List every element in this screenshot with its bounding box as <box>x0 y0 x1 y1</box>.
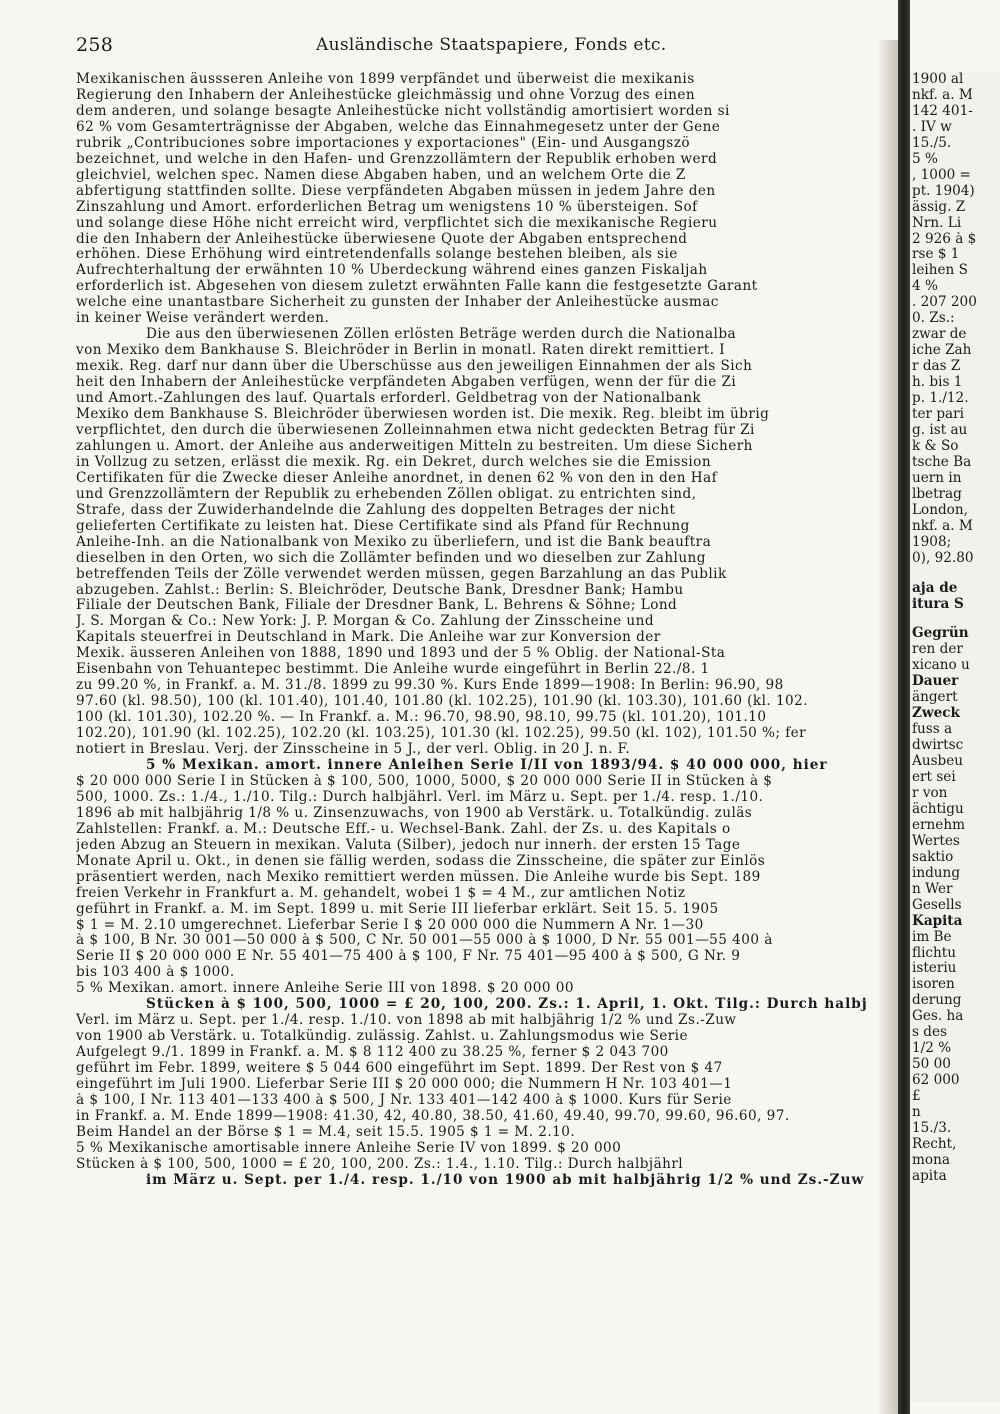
text-line: 102.20), 101.90 (kl. 102.25), 102.20 (kl. 103.25), 101.30 (kl. 102.25), 99.50 (kl. 102), 101.50 %; fer <box>76 726 807 742</box>
text-line: Filiale der Deutschen Bank, Filiale der Dresdner Bank, L. Behrens & Söhne; Lond <box>76 598 678 614</box>
text-line: $ 1 = M. 2.10 umgerechnet. Lieferbar Serie I $ 20 000 000 die Nummern A Nr. 1—30 <box>76 917 704 933</box>
text-line: $ 20 000 000 Serie I in Stücken à $ 100, 500, 1000, 5000, $ 20 000 000 Serie II in Stücken à $ <box>76 773 773 789</box>
side-text-line: 62 000 <box>912 1073 960 1089</box>
text-line: Anleihe-Inh. an die Nationalbank von Mexiko zu überliefern, und ist die Bank beauftra <box>76 534 712 550</box>
side-text-line: zwar de <box>912 327 967 343</box>
text-line: à $ 100, I Nr. 113 401—133 400 à $ 500, J Nr. 133 401—142 400 à $ 1000. Kurs für Serie <box>76 1093 732 1108</box>
side-text-line: 15./5. <box>912 135 952 151</box>
side-text-line: pt. 1904) <box>912 183 975 199</box>
side-text-line: s des <box>912 1025 948 1041</box>
side-text-line: flichtu <box>912 945 957 961</box>
side-text-line: r von <box>912 785 948 801</box>
side-text-line: . IV w <box>912 119 952 135</box>
text-line: Certifikaten für die Zwecke dieser Anleihe anordnet, in denen 62 % von den in den Haf <box>76 470 718 486</box>
text-line: Beim Handel an der Börse $ 1 = M.4, seit 15.5. 1905 $ 1 = M. 2.10. <box>76 1124 576 1140</box>
side-text-line: Ges. ha <box>912 1009 964 1025</box>
text-line: Aufgelegt 9./1. 1899 in Frankf. a. M. $ 8 112 400 zu 38.25 %, ferner $ 2 043 700 <box>76 1045 669 1061</box>
text-line: von Mexiko dem Bankhause S. Bleichröder in Berlin in monatl. Raten direkt remittiert. I <box>76 343 726 359</box>
text-line: Verl. im März u. Sept. per 1./4. resp. 1./10. von 1898 ab mit halbjährig 1/2 % und Zs.-Zuw <box>76 1013 737 1029</box>
side-text-line: apita <box>912 1168 947 1184</box>
side-text-line: n <box>912 1105 921 1121</box>
page-number: 258 <box>76 34 114 56</box>
text-line: freien Verkehr in Frankfurt a. M. gehandelt, wobei 1 $ = 4 M., zur amtlichen Notiz <box>76 885 686 901</box>
text-line: Monate April u. Okt., in denen sie fällig werden, sodass die Zinsscheine, die später zur Einlös <box>76 853 766 869</box>
text-line: abfertigung stattfinden sollte. Diese verpfändeten Abgaben müssen in jedem Jahre den <box>76 183 716 199</box>
side-text-line: iche Zah <box>912 343 972 359</box>
text-line: Zinszahlung und Amort. erforderlichen Betrag um wenigstens 10 % übersteigen. Sof <box>76 199 698 215</box>
text-line: Mexiko dem Bankhause S. Bleichröder überwiesen worden ist. Die mexik. Reg. bleibt im übrig <box>76 407 770 423</box>
side-text-line: Gesells <box>912 897 962 913</box>
side-text-line: isteriu <box>912 961 957 977</box>
side-text-line: ter pari <box>912 407 964 423</box>
text-line: heit den Inhabern der Anleihestücke verpfändeten Abgaben verfügen, wenn der für die Zi <box>76 375 737 391</box>
text-line: zu 99.20 %, in Frankf. a. M. 31./8. 1899 zu 99.30 %. Kurs Ende 1899—1908: In Berlin: 96.90, 98 <box>76 678 784 694</box>
side-text-line: itura S <box>912 596 964 612</box>
text-line: von 1900 ab Verstärk. u. Totalkündig. zulässig. Zahlst. u. Zahlungsmodus wie Serie <box>76 1029 688 1045</box>
side-text-line: ächtigu <box>912 801 964 817</box>
side-text-line: saktio <box>912 849 954 865</box>
section-heading-line: Stücken à $ 100, 500, 1000 = £ 20, 100, 200. Zs.: 1. April, 1. Okt. Tilg.: Durch halbj <box>146 997 868 1013</box>
text-line: 97.60 (kl. 98.50), 100 (kl. 101.40), 101.40, 101.80 (kl. 102.25), 101.90 (kl. 103.30), 101.60 (kl. 102. <box>76 694 809 710</box>
text-line: und Grenzzollämtern der Republik zu erhebenden Zöllen obligat. zu entrichten sind, <box>76 486 697 502</box>
side-text-line: 1/2 % <box>912 1041 952 1057</box>
text-line: bis 103 400 à $ 1000. <box>76 965 235 981</box>
side-text-line: 142 401- <box>912 103 973 119</box>
text-line: Mexik. äusseren Anleihen von 1888, 1890 und 1893 und der 5 % Oblig. der National-Sta <box>76 646 726 662</box>
side-text-line: uern in <box>912 470 962 486</box>
side-text-line: Dauer <box>912 674 959 690</box>
text-line: 1896 ab mit halbjährig 1/8 % u. Zinsenzuwachs, von 1900 ab Verstärk. u. Totalkündig. zuläs <box>76 805 753 821</box>
side-text-line: 1900 al <box>912 72 964 87</box>
side-text-line: 0), 92.80 <box>912 550 974 566</box>
text-line: Zahlstellen: Frankf. a. M.: Deutsche Eff.- u. Wechsel-Bank. Zahl. der Zs. u. des Kapitals o <box>76 821 731 837</box>
side-text-line <box>910 567 1000 581</box>
side-text-line: Zweck <box>912 706 960 722</box>
text-line: 100 (kl. 101.30), 102.20 %. — In Frankf. a. M.: 96.70, 98.90, 98.10, 99.75 (kl. 101.20), 101.10 <box>76 710 767 726</box>
text-line: in Vollzug zu setzen, erlässt die mexik. Rg. ein Dekret, durch welches sie die Emission <box>76 454 712 470</box>
binding-fold <box>898 0 910 1414</box>
text-line: Die aus den überwiesenen Zöllen erlösten Beträge werden durch die Nationalba <box>146 327 737 343</box>
text-line: rubrik „Contribuciones sobre importaciones y exportaciones" (Ein- und Ausgangszö <box>76 135 690 151</box>
adjacent-page-column <box>910 72 1000 1402</box>
text-line: 500, 1000. Zs.: 1./4., 1./10. Tilg.: Durch halbjährl. Verl. im März u. Sept. per 1./4. resp. 1./10. <box>76 789 764 805</box>
text-line: à $ 100, B Nr. 30 001—50 000 à $ 500, C Nr. 50 001—55 000 à $ 1000, D Nr. 55 001—55 400 à <box>76 933 773 949</box>
text-line: 5 % Mexikan. amort. innere Anleihe Serie III von 1898. $ 20 000 00 <box>76 981 574 997</box>
text-line: betreffenden Teils der Zölle verwendet werden müssen, gegen Barzahlung an das Publik <box>76 566 727 582</box>
side-text-line: . 207 200 <box>912 295 977 311</box>
side-text-line: xicano u <box>912 658 970 674</box>
text-line: abzugeben. Zahlst.: Berlin: S. Bleichröder, Deutsche Bank, Dresdner Bank; Hambu <box>76 582 684 598</box>
side-text-line: Ausbeu <box>912 754 964 770</box>
text-line: notiert in Breslau. Verj. der Zinsscheine in 5 J., der verl. Oblig. in 20 J. n. F. <box>76 742 631 758</box>
side-text-line: isoren <box>912 977 955 993</box>
side-text-line: London, <box>912 502 968 518</box>
side-text-line: ert sei <box>912 770 956 786</box>
side-text-line: indung <box>912 865 961 881</box>
text-line: gelieferten Certifikate zu leisten hat. Diese Certifikate sind als Pfand für Rechnung <box>76 518 690 534</box>
side-text-line: ässig. Z <box>912 199 966 215</box>
text-line: Eisenbahn von Tehuantepec bestimmt. Die Anleihe wurde eingeführt in Berlin 22./8. 1 <box>76 662 710 678</box>
main-text-column <box>76 72 876 1402</box>
side-text-line: ren der <box>912 642 963 658</box>
text-line: und Amort.-Zahlungen des lauf. Quartals erforderl. Geldbetrag von der Nationalbank <box>76 391 702 407</box>
text-line: in Frankf. a. M. Ende 1899—1908: 41.30, 42, 40.80, 38.50, 41.60, 49.40, 99.70, 99.60, 96.60, 97. <box>76 1108 790 1124</box>
text-line: und solange diese Höhe nicht erreicht wird, verpflichtet sich die mexikanische Regieru <box>76 215 718 231</box>
side-text-line: £ <box>912 1089 921 1105</box>
side-text-line: k & So <box>912 438 959 454</box>
text-line: welche eine unantastbare Sicherheit zu gunsten der Inhaber der Anleihestücke ausmac <box>76 295 719 311</box>
section-heading-line: im März u. Sept. per 1./4. resp. 1./10 von 1900 ab mit halbjährig 1/2 % und Zs.-Zuw <box>146 1172 865 1188</box>
side-text-line: h. bis 1 <box>912 375 963 391</box>
side-text-line: 0. Zs.: <box>912 311 955 327</box>
text-line: Strafe, dass der Zuwiderhandelnde die Zahlung des doppelten Betrages der nicht <box>76 502 676 518</box>
side-text-line: 5 % <box>912 151 938 167</box>
side-text-line: 2 926 à $ <box>912 231 977 247</box>
side-text-line: leihen S <box>912 263 968 279</box>
text-line: geführt in Frankf. a. M. im Sept. 1899 u. mit Serie III lieferbar erklärt. Seit 15. 5. 1905 <box>76 901 719 917</box>
text-line: mexik. Reg. darf nur dann über die Überschüsse aus den jeweiligen Einnahmen der als Sich <box>76 359 753 375</box>
text-line: Kapitals steuerfrei in Deutschland in Mark. Die Anleihe war zur Konversion der <box>76 630 661 646</box>
text-line: 5 % Mexikanische amortisable innere Anleihe Serie IV von 1899. $ 20 000 <box>76 1140 622 1156</box>
side-text-line: p. 1./12. <box>912 391 969 407</box>
text-line: Mexikanischen äussseren Anleihe von 1899 verpfändet und überweist die mexikanis <box>76 72 695 87</box>
side-text-line: 15./3. <box>912 1121 952 1136</box>
text-line: Regierung den Inhabern der Anleihestücke gleichmässig und ohne Vorzug des einen <box>76 87 696 103</box>
text-line: erhöhen. Diese Erhöhung wird eintretendenfalls solange bestehen bleiben, als sie <box>76 247 678 263</box>
side-text-line: lbetrag <box>912 486 962 502</box>
text-line: Serie II $ 20 000 000 E Nr. 55 401—75 400 à $ 100, F Nr. 75 401—95 400 à $ 500, G Nr. 9 <box>76 949 741 965</box>
side-text-line: nkf. a. M <box>912 518 973 534</box>
text-line: verpflichtet, den durch die überwiesenen Zolleinnahmen etwa nicht gedeckten Betrag für Zi <box>76 422 755 438</box>
side-text-line: tsche Ba <box>912 454 972 470</box>
side-text-line: r das Z <box>912 359 961 375</box>
side-text-line: fuss a <box>912 722 953 738</box>
side-text-line: Wertes <box>912 833 960 849</box>
side-text-line: rse $ 1 <box>912 247 960 263</box>
side-text-line: dwirtsc <box>912 738 964 754</box>
text-line: jeden Abzug an Steuern in mexikan. Valuta (Silber), jedoch nur innerh. der ersten 15 Tage <box>76 837 741 853</box>
side-text-line: , 1000 = <box>912 167 971 183</box>
text-line: die den Inhabern der Anleihestücke überwiesene Quote der Abgaben entsprechend <box>76 231 688 247</box>
side-text-line: Gegrün <box>912 626 969 642</box>
text-line: Stücken à $ 100, 500, 1000 = £ 20, 100, 200. Zs.: 1.4., 1.10. Tilg.: Durch halbjährl <box>76 1156 684 1172</box>
side-text-line: Recht, <box>912 1136 957 1152</box>
text-line: bezeichnet, und welche in den Hafen- und Grenzzollämtern der Republik erhoben werd <box>76 151 718 167</box>
text-line: eingeführt im Juli 1900. Lieferbar Serie III $ 20 000 000; die Nummern H Nr. 103 401—1 <box>76 1077 733 1093</box>
side-text-line: ängert <box>912 690 958 706</box>
text-line: dem anderen, und solange besagte Anleihestücke nicht vollständig amortisiert worden si <box>76 103 730 119</box>
text-line: präsentiert werden, nach Mexiko remittiert werden müssen. Die Anleihe wurde bis Sept. 189 <box>76 869 761 885</box>
side-text-line: nkf. a. M <box>912 87 973 103</box>
page-header <box>76 34 876 58</box>
running-head: Ausländische Staatspapiere, Fonds etc. <box>316 35 667 55</box>
side-text-line: ernehm <box>912 817 965 833</box>
side-text-line: im Be <box>912 929 952 945</box>
text-line: zahlungen u. Amort. der Anleihe aus anderweitigen Mitteln zu bestreiten. Um diese Sicherh <box>76 438 753 454</box>
text-line: geführt im Febr. 1899, weitere $ 5 044 600 eingeführt im Sept. 1899. Der Rest von $ 47 <box>76 1061 723 1077</box>
side-text-line: 1908; <box>912 534 952 550</box>
side-text-line: g. ist au <box>912 422 968 438</box>
text-line: Aufrechterhaltung der erwähnten 10 % Überdeckung während eines ganzen Fiskaljah <box>76 263 708 279</box>
text-line: erforderlich ist. Abgesehen von diesem zuletzt erwähnten Falle kann die festgesetzte Garant <box>76 279 758 295</box>
side-text-line: aja de <box>912 580 958 596</box>
side-text-line <box>910 612 1000 626</box>
text-line: J. S. Morgan & Co.: New York: J. P. Morgan & Co. Zahlung der Zinsscheine und <box>76 614 654 630</box>
side-text-line: 4 % <box>912 279 938 295</box>
text-line: dieselben in den Orten, wo sich die Zollämter befinden und wo dieselben zur Zahlung <box>76 550 706 566</box>
side-text-line: mona <box>912 1152 950 1168</box>
text-line: in keiner Weise verändert werden. <box>76 311 330 327</box>
side-text-line: n Wer <box>912 881 953 897</box>
side-text-line: Kapita <box>912 913 963 929</box>
text-line: 62 % vom Gesamterträgnisse der Abgaben, welche das Einnahmegesetz unter der Gene <box>76 119 721 135</box>
side-text-line: 50 00 <box>912 1057 951 1073</box>
side-text-line: Nrn. Li <box>912 215 962 231</box>
section-heading-line: 5 % Mexikan. amort. innere Anleihen Serie I/II von 1893/94. $ 40 000 000, hier <box>146 757 828 773</box>
text-line: gleichviel, welchen spec. Namen diese Abgaben haben, und an welchem Orte die Z <box>76 167 686 183</box>
side-text-line: derung <box>912 993 962 1009</box>
